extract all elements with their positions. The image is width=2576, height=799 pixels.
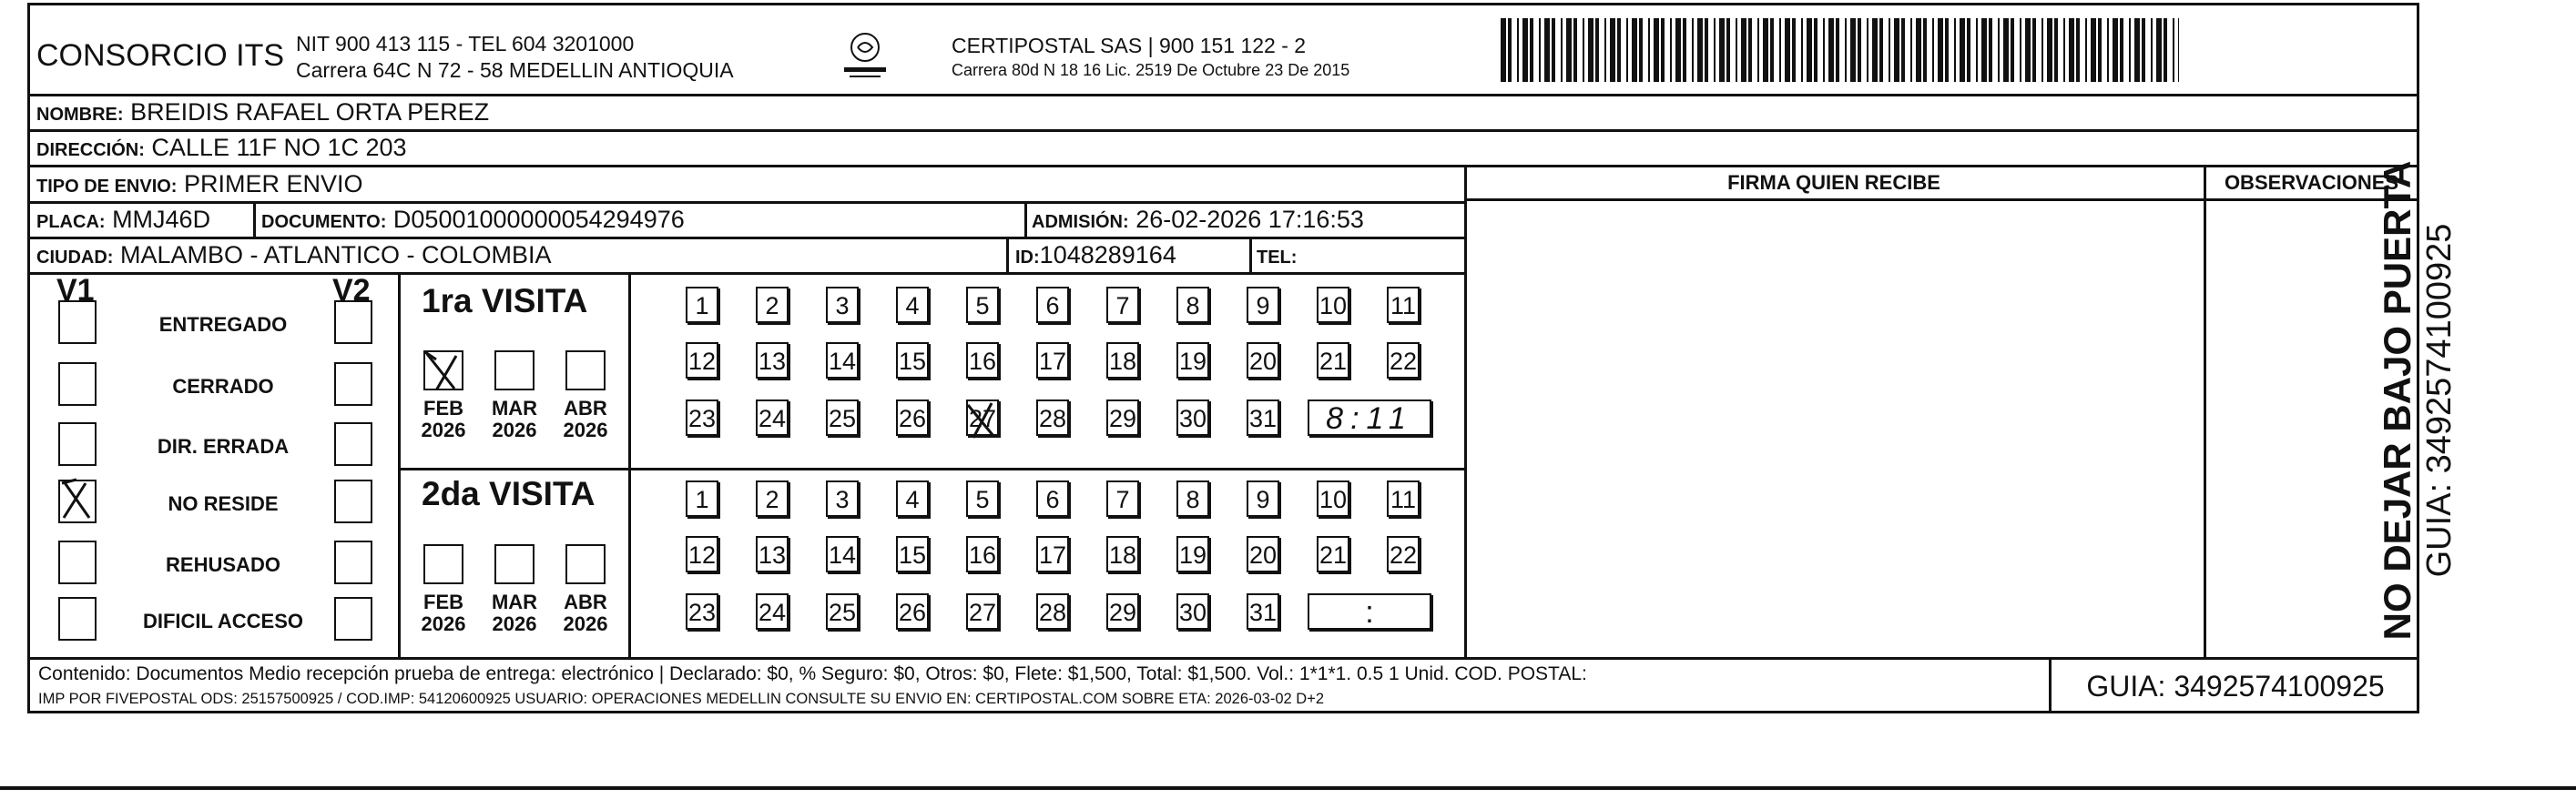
- status-v2-checkbox[interactable]: [334, 300, 372, 344]
- barcode-bar: [1508, 18, 1512, 82]
- rule: [1006, 237, 1009, 272]
- status-v1-checkbox[interactable]: [58, 541, 97, 584]
- barcode-bar: [1850, 18, 1856, 82]
- day-box[interactable]: 5: [966, 287, 999, 323]
- placa-value: MMJ46D: [112, 206, 211, 233]
- month-checkbox[interactable]: [565, 350, 606, 390]
- visit2-title: 2da VISITA: [422, 475, 596, 512]
- day-box[interactable]: 29: [1106, 400, 1139, 436]
- barcode-bar: [1741, 18, 1746, 82]
- footer-line2: IMP POR FIVEPOSTAL ODS: 25157500925 / COD.IMP: 54120600925 USUARIO: OPERACIONES MEDELLIN CONSULTE SU ENVIO EN: CERTIPOSTAL.COM SOBRE ETA: 2026-03-02 D+2: [38, 691, 1325, 707]
- documento-field: DOCUMENTO: D05001000000054294976: [261, 206, 685, 233]
- day-box[interactable]: 8: [1176, 287, 1209, 323]
- barcode-bar: [1539, 18, 1541, 82]
- barcode-bar: [1552, 18, 1555, 82]
- barcode-bar: [2025, 18, 2031, 82]
- year-label: 2026: [492, 419, 537, 441]
- footer-line1: Contenido: Documentos Medio recepción prueba de entrega: electrónico | Declarado: $0, % Seguro: $0, Otros: $0, Flete: $1,500, Total: $1,500. Vol.: 1*1*1. 0.5 1 Unid. COD. POSTAL:: [38, 663, 1587, 684]
- barcode-bar: [1566, 18, 1572, 82]
- courier-line2: Carrera 80d N 18 16 Lic. 2519 De Octubre 23 De 2015: [952, 61, 1350, 79]
- status-label: DIR. ERRADA: [157, 435, 290, 458]
- day-box[interactable]: 19: [1176, 342, 1209, 379]
- month-checkbox[interactable]: [423, 544, 463, 584]
- barcode-bar: [1901, 18, 1905, 82]
- status-v1-checkbox[interactable]: [58, 300, 97, 344]
- day-box[interactable]: 21: [1317, 536, 1349, 572]
- barcode-bar: [2047, 18, 2052, 82]
- barcode-bar: [1670, 18, 1672, 82]
- month-label: ABR: [564, 591, 607, 613]
- day-box[interactable]: 4: [896, 287, 929, 323]
- day-box[interactable]: 3: [826, 287, 859, 323]
- day-box[interactable]: 11: [1387, 480, 1420, 517]
- barcode-bar: [2134, 18, 2140, 82]
- year-label: 2026: [563, 612, 608, 635]
- time-box[interactable]: :: [1308, 593, 1431, 630]
- rule: [2204, 165, 2206, 657]
- barcode-bar: [2069, 18, 2074, 82]
- rule: [1464, 165, 1467, 657]
- day-box[interactable]: 19: [1176, 536, 1209, 572]
- tipo-field: TIPO DE ENVIO: PRIMER ENVIO: [36, 170, 363, 197]
- month-checkbox[interactable]: [494, 544, 535, 584]
- barcode-bar: [1573, 18, 1577, 82]
- admision-value: 26-02-2026 17:16:53: [1135, 206, 1364, 233]
- signature-area[interactable]: [1468, 202, 2200, 655]
- day-box[interactable]: 24: [756, 593, 789, 630]
- month-label: ABR: [564, 397, 607, 420]
- barcode-bar: [1823, 18, 1825, 82]
- barcode-bar: [1932, 18, 1934, 82]
- documento-value: D05001000000054294976: [392, 206, 685, 233]
- status-v2-checkbox[interactable]: [334, 422, 372, 466]
- barcode-bar: [1748, 18, 1752, 82]
- nombre-value: BREIDIS RAFAEL ORTA PEREZ: [130, 98, 490, 126]
- day-box[interactable]: 30: [1176, 593, 1209, 630]
- year-label: 2026: [563, 419, 608, 441]
- barcode: [1501, 18, 2184, 82]
- firma-label: FIRMA QUIEN RECIBE: [1727, 171, 1940, 194]
- day-box[interactable]: 8: [1176, 480, 1209, 517]
- ciudad-value: MALAMBO - ATLANTICO - COLOMBIA: [119, 241, 552, 268]
- barcode-bar: [1588, 18, 1593, 82]
- bottom-rule: [0, 786, 2576, 790]
- barcode-bar: [1632, 18, 1637, 82]
- footer-guia: GUIA: 3492574100925: [2086, 670, 2385, 703]
- day-box[interactable]: 20: [1247, 536, 1279, 572]
- status-v2-checkbox[interactable]: [334, 597, 372, 641]
- status-v2-checkbox[interactable]: [334, 362, 372, 406]
- day-box[interactable]: 16: [966, 342, 999, 379]
- rule: [628, 272, 631, 657]
- barcode-bar: [1967, 18, 1970, 82]
- barcode-bar: [2151, 18, 2153, 82]
- rule: [253, 201, 256, 237]
- admision-field: ADMISIÓN: 26-02-2026 17:16:53: [1032, 206, 1364, 233]
- barcode-bar: [1894, 18, 1899, 82]
- barcode-bar: [1836, 18, 1839, 82]
- status-v1-checkbox[interactable]: [58, 422, 97, 466]
- barcode-bar: [1692, 18, 1694, 82]
- rule: [398, 468, 1464, 470]
- barcode-bar: [1705, 18, 1708, 82]
- side-guia: GUIA: 3492574100925: [2420, 223, 2459, 578]
- barcode-bar: [2076, 18, 2080, 82]
- day-box[interactable]: 27: [966, 593, 999, 630]
- barcode-bar: [1501, 18, 1506, 82]
- day-box[interactable]: 16: [966, 536, 999, 572]
- barcode-bar: [2003, 18, 2009, 82]
- day-box[interactable]: 29: [1106, 593, 1139, 630]
- barcode-bar: [1763, 18, 1768, 82]
- barcode-bar: [1910, 18, 1912, 82]
- barcode-bar: [1544, 18, 1550, 82]
- barcode-bar: [2178, 18, 2179, 82]
- no-dejar-bajo-puerta: NO DEJAR BAJO PUERTA: [2376, 160, 2418, 641]
- rule: [27, 272, 1464, 275]
- barcode-bar: [1675, 18, 1681, 82]
- day-box[interactable]: 13: [756, 342, 789, 379]
- nombre-field: NOMBRE: BREIDIS RAFAEL ORTA PEREZ: [36, 98, 490, 126]
- barcode-bar: [1807, 18, 1812, 82]
- direccion-field: DIRECCIÓN: CALLE 11F NO 1C 203: [36, 134, 407, 161]
- barcode-bar: [2113, 18, 2118, 82]
- barcode-bar: [1661, 18, 1665, 82]
- day-box[interactable]: 12: [686, 536, 718, 572]
- barcode-bar: [1697, 18, 1703, 82]
- tipo-value: PRIMER ENVIO: [183, 170, 363, 197]
- day-box[interactable]: 2: [756, 287, 789, 323]
- barcode-bar: [1654, 18, 1659, 82]
- barcode-bar: [1610, 18, 1615, 82]
- day-box[interactable]: 23: [686, 593, 718, 630]
- barcode-bar: [2063, 18, 2065, 82]
- barcode-bar: [1719, 18, 1725, 82]
- day-box[interactable]: 14: [826, 342, 859, 379]
- year-label: 2026: [421, 612, 466, 635]
- month-checkbox[interactable]: [494, 350, 535, 390]
- id-value: 1048289164: [1039, 241, 1176, 268]
- v1-label: V1: [56, 273, 95, 308]
- barcode-bar: [1954, 18, 1956, 82]
- barcode-bar: [1998, 18, 2000, 82]
- barcode-bar: [2085, 18, 2087, 82]
- time-box[interactable]: 8:11: [1308, 400, 1431, 436]
- day-box[interactable]: 17: [1036, 536, 1069, 572]
- day-box[interactable]: 14: [826, 536, 859, 572]
- day-box[interactable]: 1: [686, 287, 718, 323]
- barcode-bar: [2011, 18, 2014, 82]
- day-box[interactable]: 31: [1247, 593, 1279, 630]
- status-label: REHUSADO: [166, 553, 280, 576]
- barcode-bar: [1779, 18, 1781, 82]
- barcode-bar: [2041, 18, 2043, 82]
- rule: [27, 657, 2419, 660]
- barcode-bar: [1736, 18, 1737, 82]
- rule: [1024, 201, 1027, 237]
- ciudad-field: CIUDAD: MALAMBO - ATLANTICO - COLOMBIA: [36, 241, 552, 268]
- day-box[interactable]: 15: [896, 342, 929, 379]
- barcode-bar: [1872, 18, 1878, 82]
- barcode-bar: [2164, 18, 2167, 82]
- day-box[interactable]: 28: [1036, 593, 1069, 630]
- day-box[interactable]: 22: [1387, 342, 1420, 379]
- barcode-bar: [1792, 18, 1796, 82]
- barcode-bar: [1757, 18, 1759, 82]
- id-field: ID:1048289164: [1015, 241, 1176, 268]
- barcode-bar: [2129, 18, 2131, 82]
- day-box[interactable]: 1: [686, 480, 718, 517]
- barcode-bar: [2142, 18, 2145, 82]
- status-v1-checkbox[interactable]: [58, 597, 97, 641]
- rule: [1249, 237, 1252, 272]
- company-line1: NIT 900 413 115 - TEL 604 3201000: [296, 32, 635, 56]
- day-box[interactable]: 15: [896, 536, 929, 572]
- barcode-bar: [2156, 18, 2162, 82]
- status-v1-checkbox[interactable]: [58, 480, 97, 523]
- barcode-bar: [1960, 18, 1965, 82]
- day-box[interactable]: 6: [1036, 287, 1069, 323]
- month-label: MAR: [491, 397, 538, 420]
- day-box[interactable]: 4: [896, 480, 929, 517]
- barcode-bar: [1583, 18, 1584, 82]
- barcode-bar: [1858, 18, 1861, 82]
- day-box[interactable]: 31: [1247, 400, 1279, 436]
- placa-field: PLACA: MMJ46D: [36, 206, 211, 233]
- day-box[interactable]: 3: [826, 480, 859, 517]
- status-v2-checkbox[interactable]: [334, 480, 372, 523]
- barcode-bar: [1648, 18, 1650, 82]
- rule: [1464, 198, 2419, 201]
- visit1-title: 1ra VISITA: [422, 282, 588, 319]
- day-box[interactable]: 26: [896, 593, 929, 630]
- barcode-bar: [2091, 18, 2096, 82]
- barcode-bar: [1604, 18, 1606, 82]
- barcode-bar: [1889, 18, 1890, 82]
- day-box[interactable]: 18: [1106, 536, 1139, 572]
- day-box[interactable]: 26: [896, 400, 929, 436]
- barcode-bar: [2054, 18, 2058, 82]
- barcode-bar: [1726, 18, 1730, 82]
- day-box[interactable]: 30: [1176, 400, 1209, 436]
- day-box[interactable]: 18: [1106, 342, 1139, 379]
- barcode-bar: [1981, 18, 1987, 82]
- month-label: MAR: [491, 591, 538, 613]
- barcode-bar: [1867, 18, 1868, 82]
- year-label: 2026: [421, 419, 466, 441]
- barcode-bar: [1785, 18, 1790, 82]
- day-box[interactable]: 10: [1317, 480, 1349, 517]
- barcode-bar: [2020, 18, 2021, 82]
- status-label: NO RESIDE: [168, 492, 279, 515]
- courier-line1: CERTIPOSTAL SAS | 900 151 122 - 2: [952, 34, 1307, 57]
- day-box[interactable]: 23: [686, 400, 718, 436]
- day-box[interactable]: 28: [1036, 400, 1069, 436]
- barcode-bar: [1938, 18, 1943, 82]
- day-box[interactable]: 25: [826, 400, 859, 436]
- day-box[interactable]: 9: [1247, 287, 1279, 323]
- status-label: ENTREGADO: [158, 313, 288, 336]
- direccion-value: CALLE 11F NO 1C 203: [151, 134, 407, 161]
- certipostal-logo: [833, 29, 897, 84]
- day-box[interactable]: 6: [1036, 480, 1069, 517]
- status-label: CERRADO: [172, 375, 274, 398]
- barcode-bar: [1879, 18, 1883, 82]
- day-box[interactable]: 7: [1106, 480, 1139, 517]
- day-box[interactable]: 13: [756, 536, 789, 572]
- rule: [398, 272, 401, 657]
- day-box[interactable]: 22: [1387, 536, 1420, 572]
- barcode-bar: [1561, 18, 1563, 82]
- rule: [2049, 657, 2052, 713]
- barcode-bar: [1976, 18, 1978, 82]
- barcode-bar: [1916, 18, 1921, 82]
- barcode-bar: [1530, 18, 1533, 82]
- barcode-bar: [1522, 18, 1528, 82]
- v2-label: V2: [332, 273, 371, 308]
- barcode-bar: [1714, 18, 1716, 82]
- barcode-bar: [1626, 18, 1628, 82]
- day-box[interactable]: 12: [686, 342, 718, 379]
- rule: [27, 165, 2419, 167]
- status-label: DIFICIL ACCESO: [142, 610, 303, 632]
- barcode-bar: [1517, 18, 1519, 82]
- barcode-bar: [1814, 18, 1817, 82]
- barcode-bar: [1595, 18, 1599, 82]
- day-box[interactable]: 7: [1106, 287, 1139, 323]
- barcode-bar: [2120, 18, 2123, 82]
- barcode-bar: [1801, 18, 1803, 82]
- day-box[interactable]: 24: [756, 400, 789, 436]
- barcode-bar: [2098, 18, 2102, 82]
- month-checkbox[interactable]: [565, 544, 606, 584]
- barcode-bar: [1845, 18, 1847, 82]
- status-v2-checkbox[interactable]: [334, 541, 372, 584]
- barcode-bar: [1683, 18, 1686, 82]
- day-box[interactable]: 20: [1247, 342, 1279, 379]
- year-label: 2026: [492, 612, 537, 635]
- day-box[interactable]: 21: [1317, 342, 1349, 379]
- company-name: CONSORCIO ITS: [36, 38, 285, 73]
- day-box[interactable]: 9: [1247, 480, 1279, 517]
- month-label: FEB: [423, 397, 463, 420]
- month-checkbox[interactable]: [423, 350, 463, 390]
- barcode-bar: [1617, 18, 1621, 82]
- day-box[interactable]: 25: [826, 593, 859, 630]
- barcode-bar: [2173, 18, 2174, 82]
- day-box[interactable]: 5: [966, 480, 999, 517]
- barcode-bar: [1639, 18, 1643, 82]
- barcode-bar: [1945, 18, 1949, 82]
- barcode-bar: [1770, 18, 1774, 82]
- tel-field: TEL:: [1257, 248, 1298, 268]
- day-box[interactable]: 10: [1317, 287, 1349, 323]
- barcode-bar: [1923, 18, 1927, 82]
- status-v1-checkbox[interactable]: [58, 362, 97, 406]
- month-label: FEB: [423, 591, 463, 613]
- day-box[interactable]: 2: [756, 480, 789, 517]
- company-line2: Carrera 64C N 72 - 58 MEDELLIN ANTIOQUIA: [296, 58, 734, 82]
- barcode-bar: [1828, 18, 1834, 82]
- barcode-bar: [1989, 18, 1992, 82]
- barcode-bar: [2032, 18, 2036, 82]
- day-box[interactable]: 27: [966, 400, 999, 436]
- observaciones-label: OBSERVACIONES: [2224, 171, 2399, 194]
- day-box[interactable]: 17: [1036, 342, 1069, 379]
- barcode-bar: [2107, 18, 2109, 82]
- day-box[interactable]: 11: [1387, 287, 1420, 323]
